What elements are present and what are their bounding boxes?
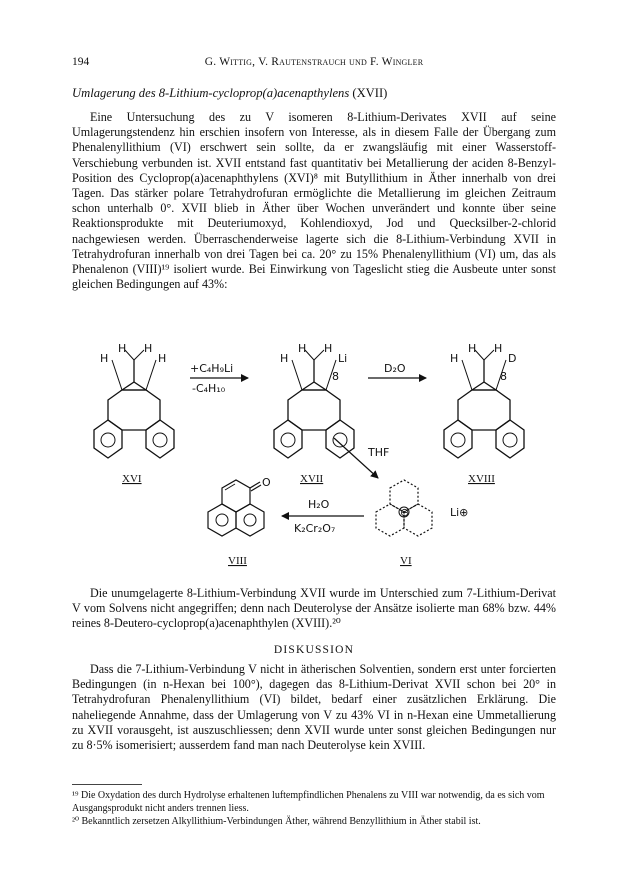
atom-h: H [118, 342, 127, 355]
atom-h: H [324, 342, 333, 355]
reagent-water: H₂O [308, 498, 330, 511]
atom-d: D [508, 352, 517, 365]
structure-xvi [94, 342, 174, 485]
paragraph-1: Eine Untersuchung des zu V isomeren 8-Lithium-Derivates XVII auf seine Umlagerungstendenz hin erschien insofern von Interesse, als in diesem Falle der Übergang zum Phenalenyllithium (VI) erschwert sein sollte, da er zwangsläufig mit einer Wasserstoff-Verschiebung verbunden ist. XVII entstand fast quantitativ bei Metallierung der aciden 8-Benzyl-Position des Cycloprop(a)acenaphthylens (XVI)⁸ mit Butyllithium in Äther innerhalb von drei Tagen. Das stärker polare Tetrahydrofuran ermöglichte die Metallierung im gleichen Zeitraum schon unterhalb 0°. XVII blieb in Äther über Wochen unverändert und konnte über seine Reaktionsprodukte mit Deuteriumoxyd, Kohlendioxyd, Jod und Quecksilber-2-chlorid nachgewiesen werden. Überraschenderweise lagerte sich die 8-Lithium-Verbindung XVII in Tetrahydrofuran innerhalb von drei Tagen bei ca. 20° zu 15% Phenalenyllithium (VI) um, das als Phenalenon (VIII)¹⁹ isoliert wurde. Bei Einwirkung von Tageslicht stieg die Ausbeute unter sonst gleichen Bedingungen auf 43%: [72, 110, 556, 292]
atom-h: H [494, 342, 503, 355]
section-title-compound: (XVII) [349, 86, 388, 100]
atom-h: H [280, 352, 289, 365]
compound-label-xvi: XVI [122, 473, 142, 485]
structure-xvii [274, 342, 354, 485]
compound-label-vi: VI [400, 555, 412, 567]
reagent-dichromate: K₂Cr₂O₇ [294, 522, 336, 535]
section-title-italic: Umlagerung des 8-Lithium-cycloprop(a)acenapthylens [72, 86, 350, 100]
footnote-divider [72, 784, 142, 785]
atom-h: H [100, 352, 109, 365]
paragraph-3: Dass die 7-Lithium-Verbindung V nicht in ätherischen Solventien, sondern erst unter forcierten Bedingungen (in n-Hexan bei 100°), dagegen das 8-Lithium-Derivat XVII schon bei 20° in Tetrahydrofuran Phenalenyllithium (VI) bildet, bedarf einer zusätzlichen Erklärung. Die naheliegende Annahme, dass der Umlagerung von V zu 43% VI in n-Hexan eine Ummetallierung zu XVII vorausgeht, ist auszuschliessen; denn XVII wurde unter sonst gleichen Bedingungen nur zu 8·5% isomerisiert; ausserdem fand man nach Deuterolyse kein XVIII. [72, 662, 556, 753]
running-header [72, 56, 556, 72]
compound-label-xvii: XVII [300, 473, 324, 485]
reagent-butyllithium: +C₄H₉Li [190, 362, 234, 375]
structure-vi [376, 480, 468, 567]
footnote-19: ¹⁹ Die Oxydation des durch Hydrolyse erhaltenen luftempfindlichen Phenalens zu VIII war notwendig, da es sich vom Ausgangsprodukt nicht anders trennen liess. [72, 790, 545, 814]
atom-h: H [468, 342, 477, 355]
lithium-cation: Li⊕ [450, 506, 469, 519]
position-8: 8 [500, 370, 507, 383]
structure-xviii [444, 342, 524, 485]
position-8: 8 [332, 370, 339, 383]
atom-o: O [262, 476, 271, 489]
reagent-d2o: D₂O [384, 362, 406, 375]
compound-label-viii: VIII [228, 555, 247, 567]
atom-h: H [450, 352, 459, 365]
section-title [72, 86, 556, 101]
atom-h: H [298, 342, 307, 355]
footnote-20: ²⁰ Bekanntlich zersetzen Alkyllithium-Verbindungen Äther, während Benzyllithium in Äther stabil ist. [72, 816, 481, 827]
running-authors: G. Wittig, V. Rautenstrauch und F. Wingler [204, 56, 424, 68]
section-heading-discussion: DISKUSSION [273, 644, 355, 656]
page-number: 194 [72, 56, 90, 68]
atom-h: H [158, 352, 167, 365]
atom-li: Li [338, 352, 348, 365]
reaction-scheme [72, 330, 556, 580]
compound-label-xviii: XVIII [468, 473, 495, 485]
paragraph-2: Die unumgelagerte 8-Lithium-Verbindung XVII wurde im Unterschied zum 7-Lithium-Derivat V vom Solvens nicht angegriffen; denn nach Deuterolyse der Ansätze isolierte man 68% bzw. 44% reines 8-Deutero-cycloprop(a)acenaphthylen (XVIII).²⁰ [72, 586, 556, 631]
structure-viii [208, 476, 271, 567]
reagent-butane: -C₄H₁₀ [192, 382, 226, 395]
reagent-thf: THF [368, 446, 390, 459]
negative-charge: ⊖ [400, 506, 410, 519]
atom-h: H [144, 342, 153, 355]
